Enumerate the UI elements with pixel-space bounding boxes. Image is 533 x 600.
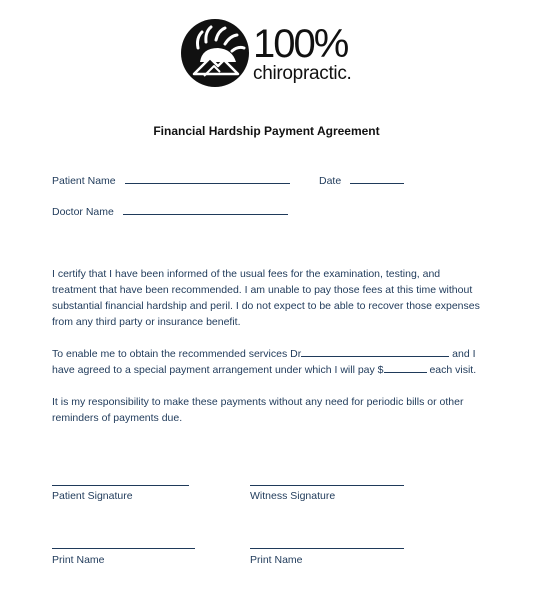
paragraph-line: reminders of payments due. — [52, 412, 183, 424]
paragraph-line: I certify that I have been informed of the usual fees for the examination, testing, and — [52, 268, 441, 280]
paragraph-line — [52, 346, 482, 362]
print-name-left-line[interactable] — [52, 548, 195, 549]
logo-sub-text: chiropractic. — [253, 63, 352, 84]
amount-blank-field[interactable] — [384, 362, 427, 373]
print-name-right-label: Print Name — [250, 554, 303, 566]
patient-name-field[interactable] — [125, 173, 290, 184]
sun-mountain-circle-logo-icon — [180, 18, 250, 88]
certify-paragraph — [52, 266, 482, 330]
payment-paragraph — [52, 346, 482, 378]
print-name-left-label: Print Name — [52, 554, 105, 566]
paragraph-line: treatment that have been recommended. I am unable to pay those fees at this time without — [52, 284, 473, 296]
witness-signature-label: Witness Signature — [250, 490, 336, 502]
payment-text-mid: and I — [452, 348, 476, 360]
payment-line2-suffix: each visit. — [429, 364, 477, 376]
patient-name-row — [52, 173, 290, 188]
date-row — [319, 173, 404, 188]
doctor-name-label: Doctor Name — [52, 206, 114, 218]
date-field[interactable] — [350, 173, 404, 184]
doctor-name-field[interactable] — [123, 204, 288, 215]
patient-name-label: Patient Name — [52, 175, 116, 187]
doctor-blank-field[interactable] — [301, 346, 449, 357]
paragraph-line: from any third party or insurance benefit. — [52, 316, 241, 328]
logo — [180, 18, 360, 90]
print-name-right-line[interactable] — [250, 548, 404, 549]
paragraph-line: substantial financial hardship and peril. I do not expect to be able to recover those expenses — [52, 300, 480, 312]
paragraph-line — [52, 362, 482, 378]
responsibility-paragraph — [52, 394, 482, 426]
date-label: Date — [319, 175, 342, 187]
logo-big-text: 100% — [253, 22, 348, 66]
patient-signature-line[interactable] — [52, 485, 189, 486]
paragraph-line: It is my responsibility to make these payments without any need for periodic bills or other — [52, 396, 464, 408]
witness-signature-line[interactable] — [250, 485, 404, 486]
patient-signature-label: Patient Signature — [52, 490, 133, 502]
page-title: Financial Hardship Payment Agreement — [153, 124, 380, 138]
payment-line2-prefix: have agreed to a special payment arrangement under which I will pay $ — [52, 364, 384, 376]
payment-text-prefix: To enable me to obtain the recommended services Dr — [52, 348, 302, 360]
doctor-name-row — [52, 204, 288, 219]
